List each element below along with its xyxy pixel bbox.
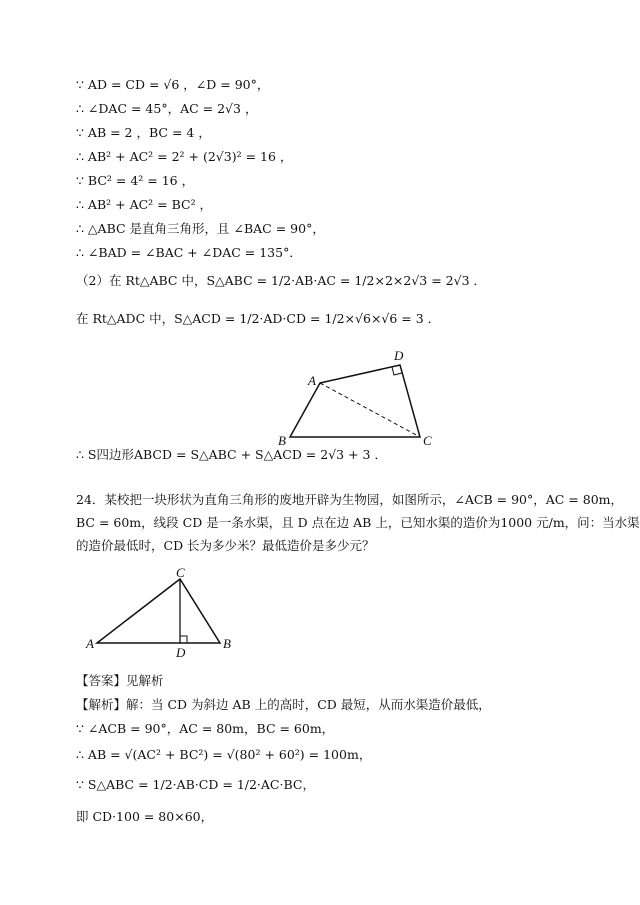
label-d: D [394,348,404,363]
label-a: A [308,373,316,388]
quadrilateral-figure [270,345,450,450]
triangle-outline [97,579,220,643]
label-a: A [86,636,94,651]
analysis-line: 【解析】解：当 CD 为斜边 AB 上的高时，CD 最短，从而水渠造价最低， [76,697,491,712]
analysis-line: ∵ S△ABC = 1/2·AB·CD = 1/2·AC·BC， [76,777,315,792]
solution-line: ∴ ∠DAC = 45°，AC = 2√3 ， [76,101,258,116]
solution-line: ∵ AD = CD = √6 ，∠D = 90°， [76,77,270,92]
question-line: 24．某校把一块形状为直角三角形的废地开辟为生物园，如图所示，∠ACB = 90°，AC = 80m， [76,492,624,507]
diagonal-ac [320,383,420,437]
label-c: C [423,433,432,448]
solution-line: ∵ AB = 2 ，BC = 4 ， [76,125,211,140]
label-d: D [176,645,186,660]
question-line: 的造价最低时，CD 长为多少米？最低造价是多少元？ [76,538,375,553]
right-angle-mark-d [180,636,187,643]
area-conclusion: ∴ S四边形ABCD = S△ABC + S△ACD = 2√3 + 3 ． [76,447,387,462]
analysis-line: ∵ ∠ACB = 90°，AC = 80m，BC = 60m， [76,721,335,736]
solution-line: ∴ AB² + AC² = 2² + (2√3)² = 16 ， [76,149,293,164]
label-c: C [176,565,185,580]
label-b: B [223,636,231,651]
right-triangle-figure [80,565,240,660]
analysis-line: 即 CD·100 = 80×60， [76,809,214,824]
solution-line: 在 Rt△ADC 中，S△ACD = 1/2·AD·CD = 1/2×√6×√6 = 3 ． [76,311,441,326]
solution-line: ∴ AB² + AC² = BC² ， [76,197,213,212]
solution-line: （2）在 Rt△ABC 中，S△ABC = 1/2·AB·AC = 1/2×2×2√3 = 2√3 ． [76,273,487,288]
solution-line: ∵ BC² = 4² = 16 ， [76,173,195,188]
solution-line: ∴ ∠BAD = ∠BAC + ∠DAC = 135°． [76,245,302,260]
analysis-line: ∴ AB = √(AC² + BC²) = √(80² + 60²) = 100m， [76,747,372,762]
question-line: BC = 60m，线段 CD 是一条水渠，且 D 点在边 AB 上，已知水渠的造价为1000 元/m，问：当水渠 [76,515,640,530]
answer-heading: 【答案】见解析 [76,673,164,688]
label-b: B [278,433,286,448]
solution-line: ∴ △ABC 是直角三角形，且 ∠BAC = 90°， [76,221,325,236]
